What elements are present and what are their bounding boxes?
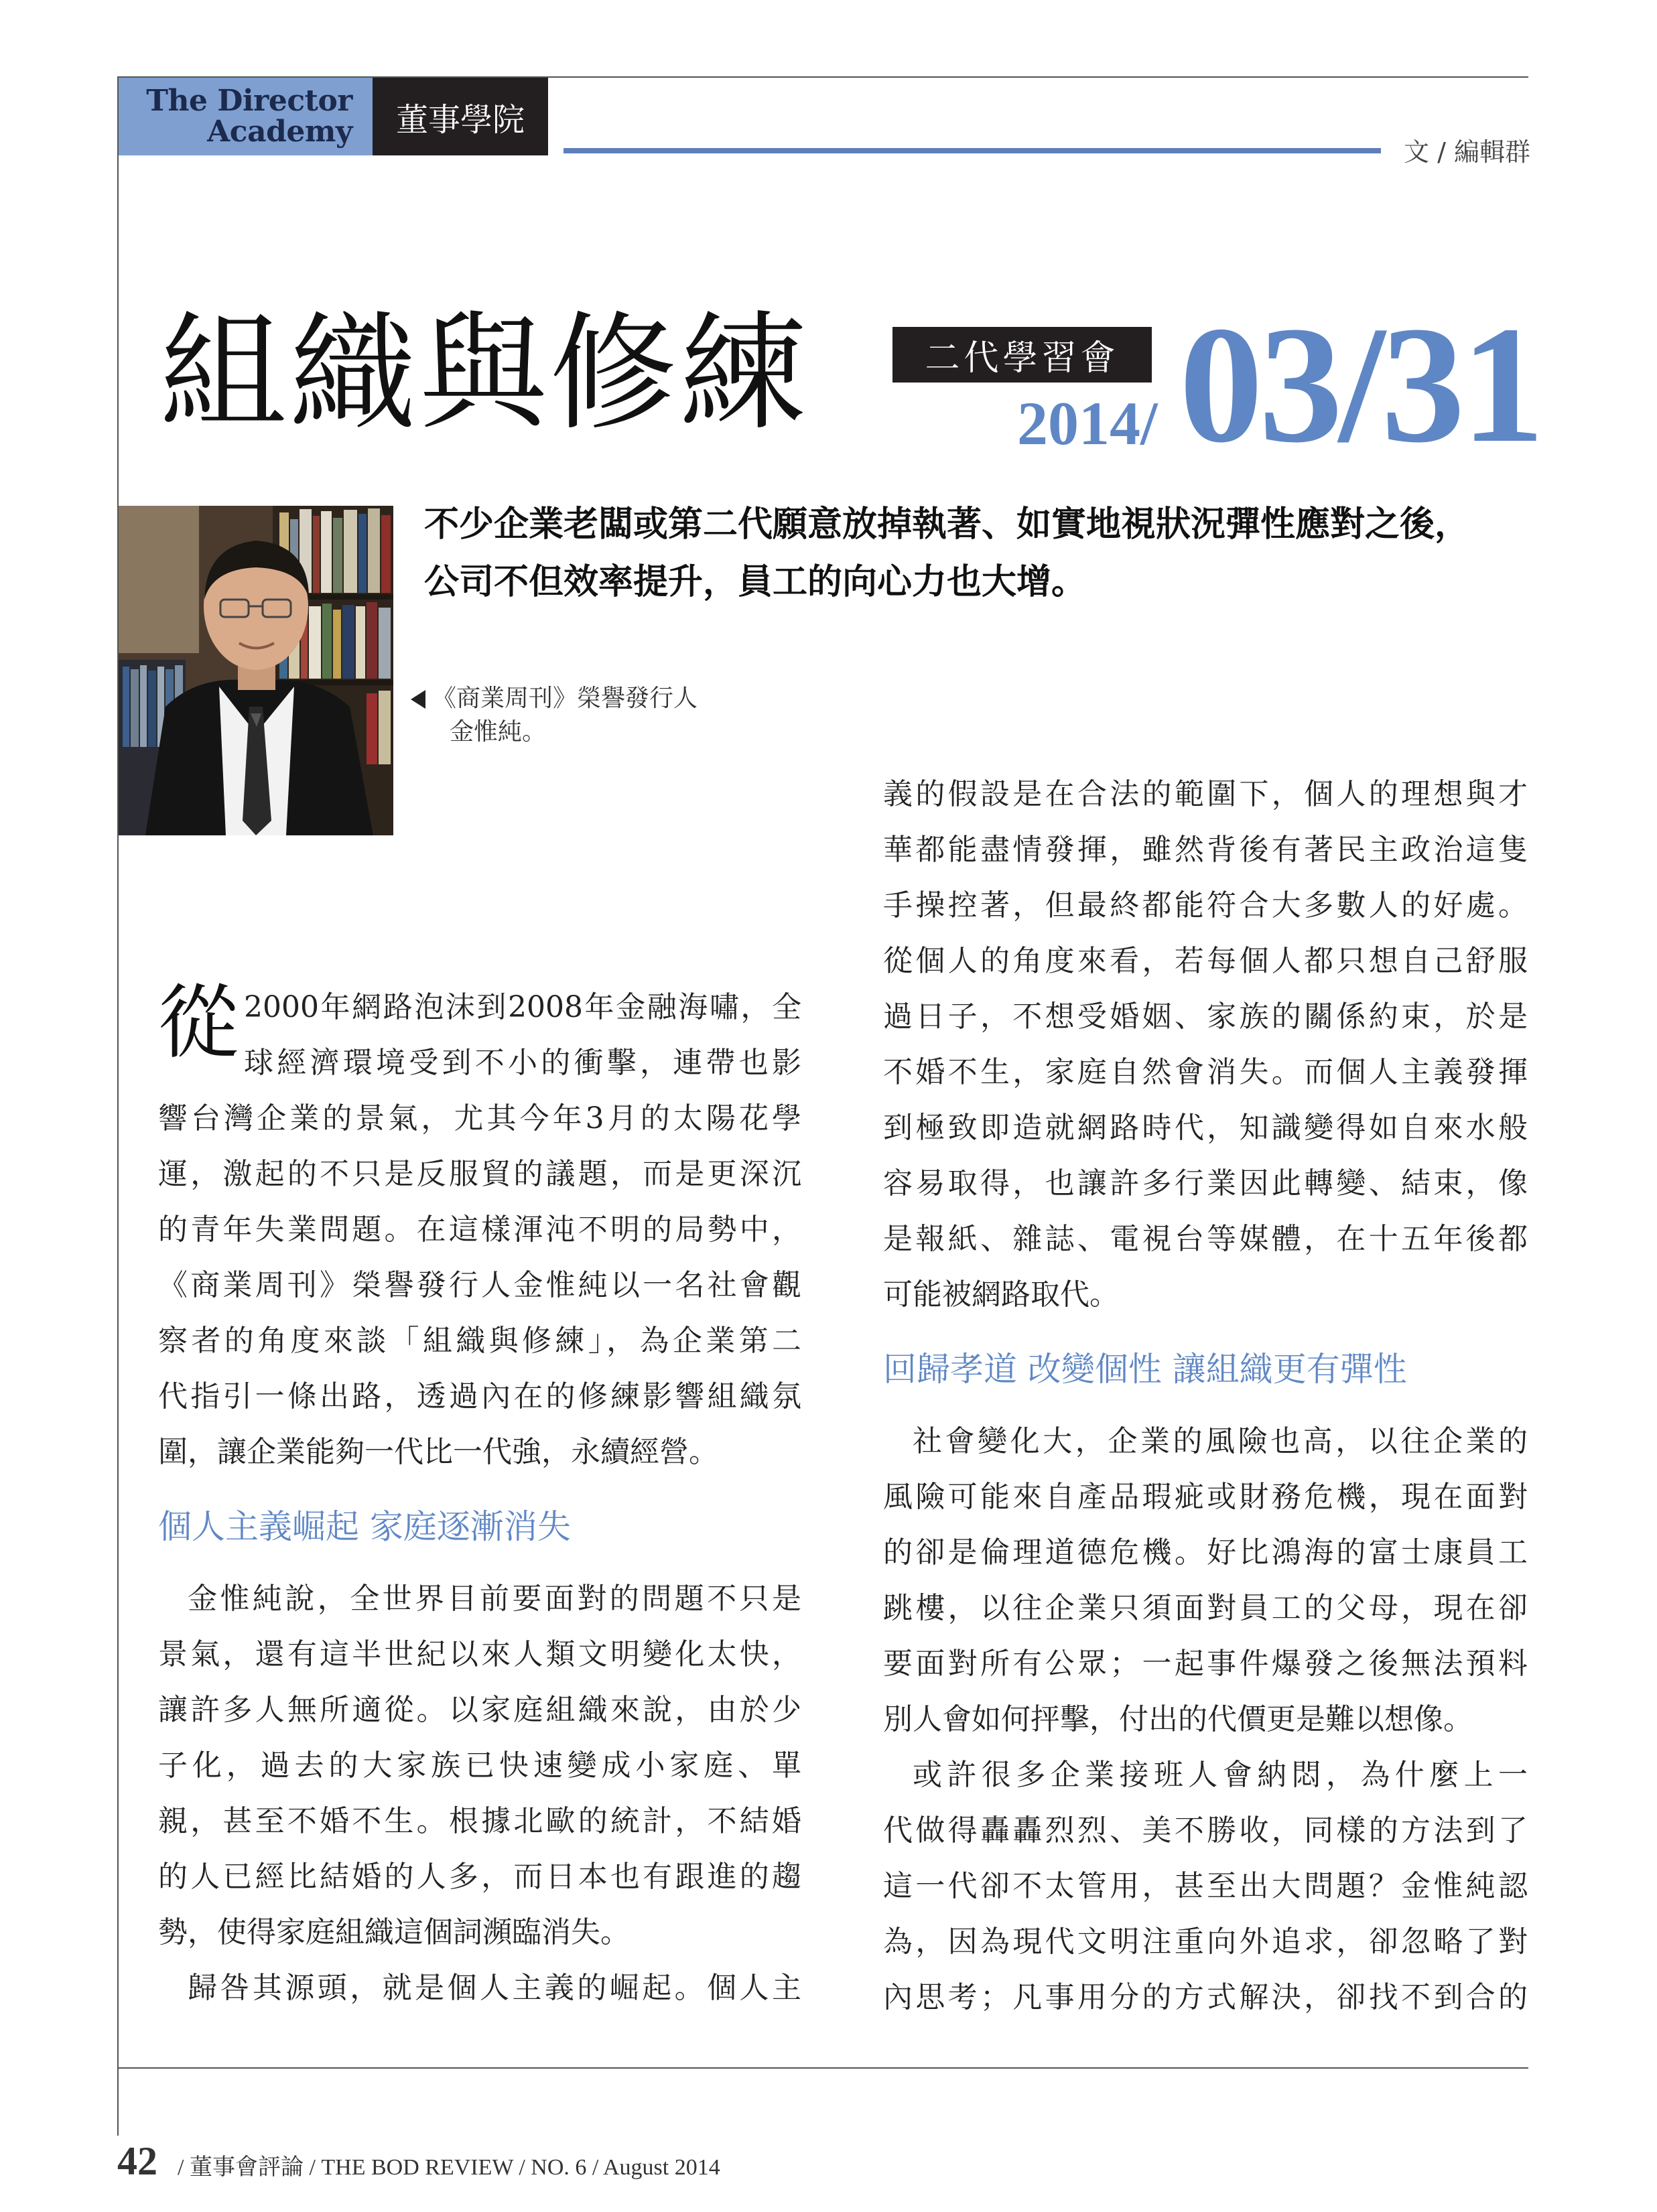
event-tag: 二代學習會 [892,327,1152,383]
caption-pointer-icon [411,690,425,709]
body-line: 運，激起的不只是反服貿的議題，而是更深沉 [158,1157,801,1191]
author-credit: 文 / 編輯群 [1404,137,1530,167]
body-line: 從個人的角度來看，若每個人都只想自己舒服 [883,944,1528,978]
body-line: 手操控著，但最終都能符合大多數人的好處。 [883,888,1528,922]
header-blue-rule [564,148,1381,153]
event-date-year: 2014/ [1017,389,1158,458]
director-academy-logo [119,78,373,155]
body-line: 風險可能來自產品瑕疵或財務危機，現在面對 [883,1480,1528,1514]
footer-publication: / 董事會評論 / THE BOD REVIEW / NO. 6 / August 2014 [178,2155,720,2180]
drop-cap: 從 [158,977,239,1070]
body-line: 社會變化大，企業的風險也高，以往企業的 [913,1424,1528,1458]
body-line: 歸咎其源頭，就是個人主義的崛起。個人主 [188,1971,801,2005]
article-title: 組織與修練 [159,299,810,447]
body-line: 這一代卻不太管用，甚至出大問題？金惟純認 [883,1869,1528,1903]
section-heading: 個人主義崛起 家庭逐漸消失 [158,1507,571,1546]
lead-line: 不少企業老闆或第二代願意放掉執著、如實地視狀況彈性應對之後， [424,504,1470,545]
body-line: 內思考；凡事用分的方式解決，卻找不到合的 [883,1980,1528,2014]
lead-line: 公司不但效率提升，員工的向心力也大增。 [424,561,1087,602]
academy-en-line1: The Director [146,84,352,118]
body-line: 華都能盡情發揮，雖然背後有著民主政治這隻 [883,833,1528,867]
body-line: 《商業周刊》榮譽發行人金惟純以一名社會觀 [158,1268,801,1302]
body-line: 親，甚至不婚不生。根據北歐的統計，不結婚 [158,1804,801,1838]
page-footer [117,2138,720,2185]
body-line: 可能被網路取代。 [883,1277,1119,1312]
photo-caption [411,682,698,749]
caption-line: 金惟純。 [450,718,547,746]
body-line: 到極致即造就網路時代，知識變得如自來水般 [883,1111,1528,1145]
lead-paragraph [424,496,1530,611]
body-line: 子化，過去的大家族已快速變成小家庭、單 [158,1748,801,1783]
event-date-month-day: 03/31 [1179,292,1541,478]
page-number: 42 [117,2139,157,2183]
body-line: 響台灣企業的景氣，尤其今年3月的太陽花學 [158,1101,801,1135]
portrait-photo [119,506,393,835]
body-line: 2000年網路泡沫到2008年金融海嘯，全 [244,990,801,1024]
caption-line: 《商業周刊》榮譽發行人 [432,685,698,712]
right-column [883,766,1528,2025]
body-line: 金惟純說，全世界目前要面對的問題不只是 [188,1582,801,1616]
body-line: 勢，使得家庭組織這個詞瀕臨消失。 [158,1915,630,1949]
academy-zh-label: 董事學院 [373,78,548,155]
academy-en-line2: Academy [207,115,352,149]
body-line: 景氣，還有這半世紀以來人類文明變化太快， [158,1637,801,1671]
body-line: 或許很多企業接班人會納悶，為什麼上一 [913,1758,1528,1792]
bottom-rule [117,2067,1528,2069]
body-line: 的人已經比結婚的人多，而日本也有跟進的趨 [158,1860,801,1894]
portrait-illustration [119,506,393,835]
body-line: 代做得轟轟烈烈、美不勝收，同樣的方法到了 [883,1813,1528,1848]
body-line: 是報紙、雜誌、電視台等媒體，在十五年後都 [883,1222,1528,1256]
body-line: 要面對所有公眾；一起事件爆發之後無法預料 [883,1647,1528,1681]
body-line: 不婚不生，家庭自然會消失。而個人主義發揮 [883,1055,1528,1089]
body-line: 過日子，不想受婚姻、家族的關係約束，於是 [883,999,1528,1034]
body-line: 義的假設是在合法的範圍下，個人的理想與才 [883,777,1528,811]
body-line: 為，因為現代文明注重向外追求，卻忽略了對 [883,1925,1528,1959]
body-line: 讓許多人無所適從。以家庭組織來說，由於少 [158,1693,801,1727]
body-line: 的青年失業問題。在這樣渾沌不明的局勢中， [158,1213,801,1247]
body-line: 察者的角度來談「組織與修練」，為企業第二 [158,1324,801,1358]
body-line: 球經濟環境受到不小的衝擊，連帶也影 [244,1046,801,1080]
body-line: 代指引一條出路，透過內在的修練影響組織氛 [158,1379,801,1413]
left-rule [117,76,119,2136]
body-line: 容易取得，也讓許多行業因此轉變、結束，像 [883,1166,1528,1200]
body-line: 圍，讓企業能夠一代比一代強，永續經營。 [158,1435,718,1469]
left-column [158,979,801,2016]
section-heading: 回歸孝道 改變個性 讓組織更有彈性 [883,1350,1407,1389]
body-line: 跳樓，以往企業只須面對員工的父母，現在卻 [883,1591,1528,1625]
body-line: 的卻是倫理道德危機。好比鴻海的富士康員工 [883,1535,1528,1570]
body-line: 別人會如何抨擊，付出的代價更是難以想像。 [883,1702,1473,1736]
